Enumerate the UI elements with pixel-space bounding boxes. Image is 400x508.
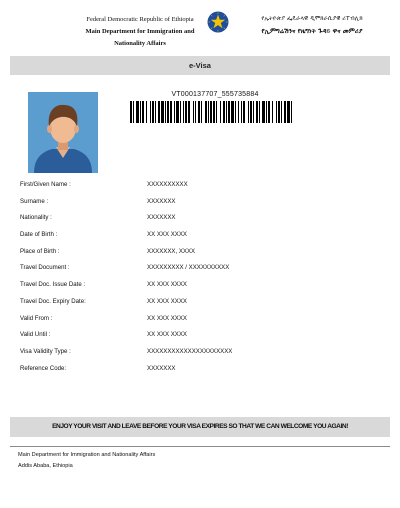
field-label: First/Given Name : (20, 181, 71, 188)
field-label: Visa Validity Type : (20, 347, 71, 355)
field-label: Reference Code: (20, 364, 67, 372)
visa-number: VT000137707_555735884 (171, 91, 259, 98)
visa-details (20, 179, 380, 379)
field-value: XXXXXXX (147, 214, 176, 222)
field-row-valid-from (20, 313, 380, 330)
field-value: XXXXXXX (147, 197, 176, 205)
field-row-doc-expiry-date (20, 296, 380, 313)
address-city: Addis Ababa, Ethiopia (18, 463, 73, 469)
field-value: XXXXXXXXX / XXXXXXXXXX (147, 264, 230, 272)
ethiopia-emblem-icon (207, 11, 229, 33)
field-row-place-of-birth (20, 246, 380, 263)
person-avatar-icon (28, 92, 98, 173)
header-english (70, 14, 210, 50)
field-value: XXXXXXXXXX (147, 181, 188, 188)
footer-address (18, 450, 155, 472)
field-row-surname (20, 196, 380, 213)
footer-divider (10, 446, 390, 447)
field-value: XXXXXXX (147, 364, 176, 372)
field-label: Place of Birth : (20, 247, 60, 255)
field-row-reference-code (20, 363, 380, 380)
footer-message: ENJOY YOUR VISIT AND LEAVE BEFORE YOUR VISA EXPIRES SO THAT WE CAN WELCOME YOU AGAIN! (10, 417, 390, 437)
field-value: XX XXX XXXX (147, 331, 187, 339)
header-department: Main Department for Immigration and (85, 28, 195, 35)
field-label: Travel Doc. Issue Date : (20, 281, 86, 289)
field-label: Surname : (20, 197, 49, 205)
field-row-doc-issue-date (20, 279, 380, 296)
header-department-line2: Nationality Affairs (114, 40, 166, 47)
field-label: Date of Birth : (20, 231, 58, 239)
field-label: Travel Document : (20, 264, 70, 272)
field-value: XX XXX XXXX (147, 314, 187, 322)
header-country: Federal Democratic Republic of Ethiopia (86, 16, 194, 23)
field-label: Valid Until : (20, 331, 51, 339)
header-amharic-department: የኢምግሬሽንና የዜግነት ጉዳይ ዋና መምሪያ (261, 27, 363, 35)
field-label: Valid From : (20, 314, 53, 322)
field-value: XX XXX XXXX (147, 281, 187, 289)
field-value: XX XXX XXXX (147, 297, 187, 305)
field-value: XX XXX XXXX (147, 231, 187, 239)
field-row-given-name (20, 179, 380, 196)
applicant-photo (28, 92, 98, 173)
field-label: Travel Doc. Expiry Date: (20, 297, 86, 305)
field-label: Nationality : (20, 214, 52, 222)
field-row-travel-document (20, 262, 380, 279)
field-row-valid-until (20, 329, 380, 346)
field-row-date-of-birth (20, 229, 380, 246)
field-value: XXXXXXXXXXXXXXXXXXXXX (147, 347, 233, 355)
page-title: e-Visa (10, 56, 390, 75)
field-row-visa-validity-type (20, 346, 380, 363)
header-amharic-country: የኢትዮጵያ ፌዴራላዊ ዲሞክራሲያዊ ሪፐብሊክ (261, 15, 363, 22)
field-value: XXXXXXX, XXXX (147, 247, 196, 255)
barcode-icon (130, 101, 292, 123)
field-row-nationality (20, 212, 380, 229)
header-amharic (232, 12, 392, 38)
address-department: Main Department for Immigration and Nationality Affairs (18, 452, 156, 458)
